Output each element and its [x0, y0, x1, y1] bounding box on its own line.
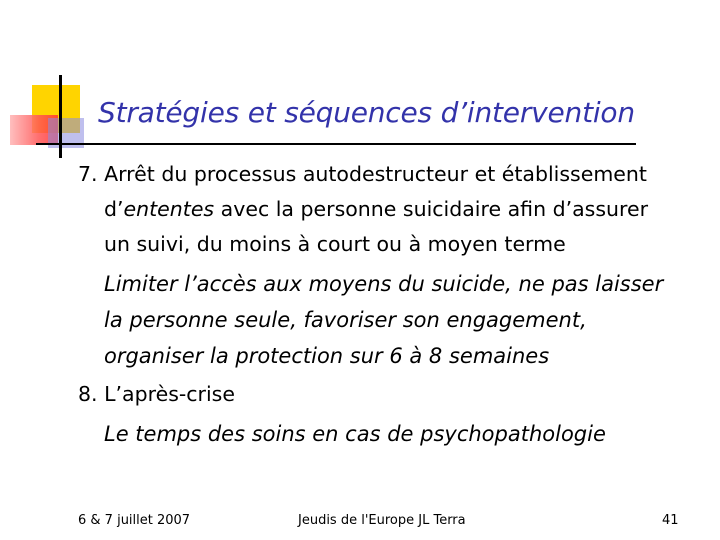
item-7-sub-line-1: Limiter l’accès aux moyens du suicide, ne pas laisser: [104, 272, 664, 296]
item-7-emphasis: ententes: [123, 197, 215, 221]
item-7-subtext: [104, 266, 663, 374]
item-7-line-1: 7. Arrêt du processus autodestructeur et établissement: [78, 162, 647, 186]
item-8-sub-line-1: Le temps des soins en cas de psychopathologie: [104, 422, 606, 446]
item-7-line-2: d’ententes avec la personne suicidaire afin d’assurer: [104, 197, 649, 221]
item-7: [78, 157, 648, 262]
footer-page-number: 41: [662, 513, 679, 528]
slide-title: Stratégies et séquences d’intervention: [98, 96, 635, 129]
footer-date: 6 & 7 juillet 2007: [78, 513, 191, 528]
item-7-number: 7.: [78, 162, 98, 186]
footer-center-text: Jeudis de l'Europe JL Terra: [298, 513, 466, 528]
item-7-sub-line-3: organiser la protection sur 6 à 8 semaines: [104, 344, 550, 368]
item-8-subtext: [104, 416, 606, 452]
item-7-sub-line-2: la personne seule, favoriser son engagement,: [104, 308, 587, 332]
decor-horizontal-line: [36, 143, 96, 145]
item-7-line-3: un suivi, du moins à court ou à moyen terme: [104, 232, 566, 256]
item-8: [78, 377, 235, 412]
decor-vertical-line: [59, 75, 62, 158]
item-8-line: 8. L’après-crise: [78, 382, 235, 406]
item-8-number: 8.: [78, 382, 98, 406]
title-underline: [96, 143, 636, 145]
